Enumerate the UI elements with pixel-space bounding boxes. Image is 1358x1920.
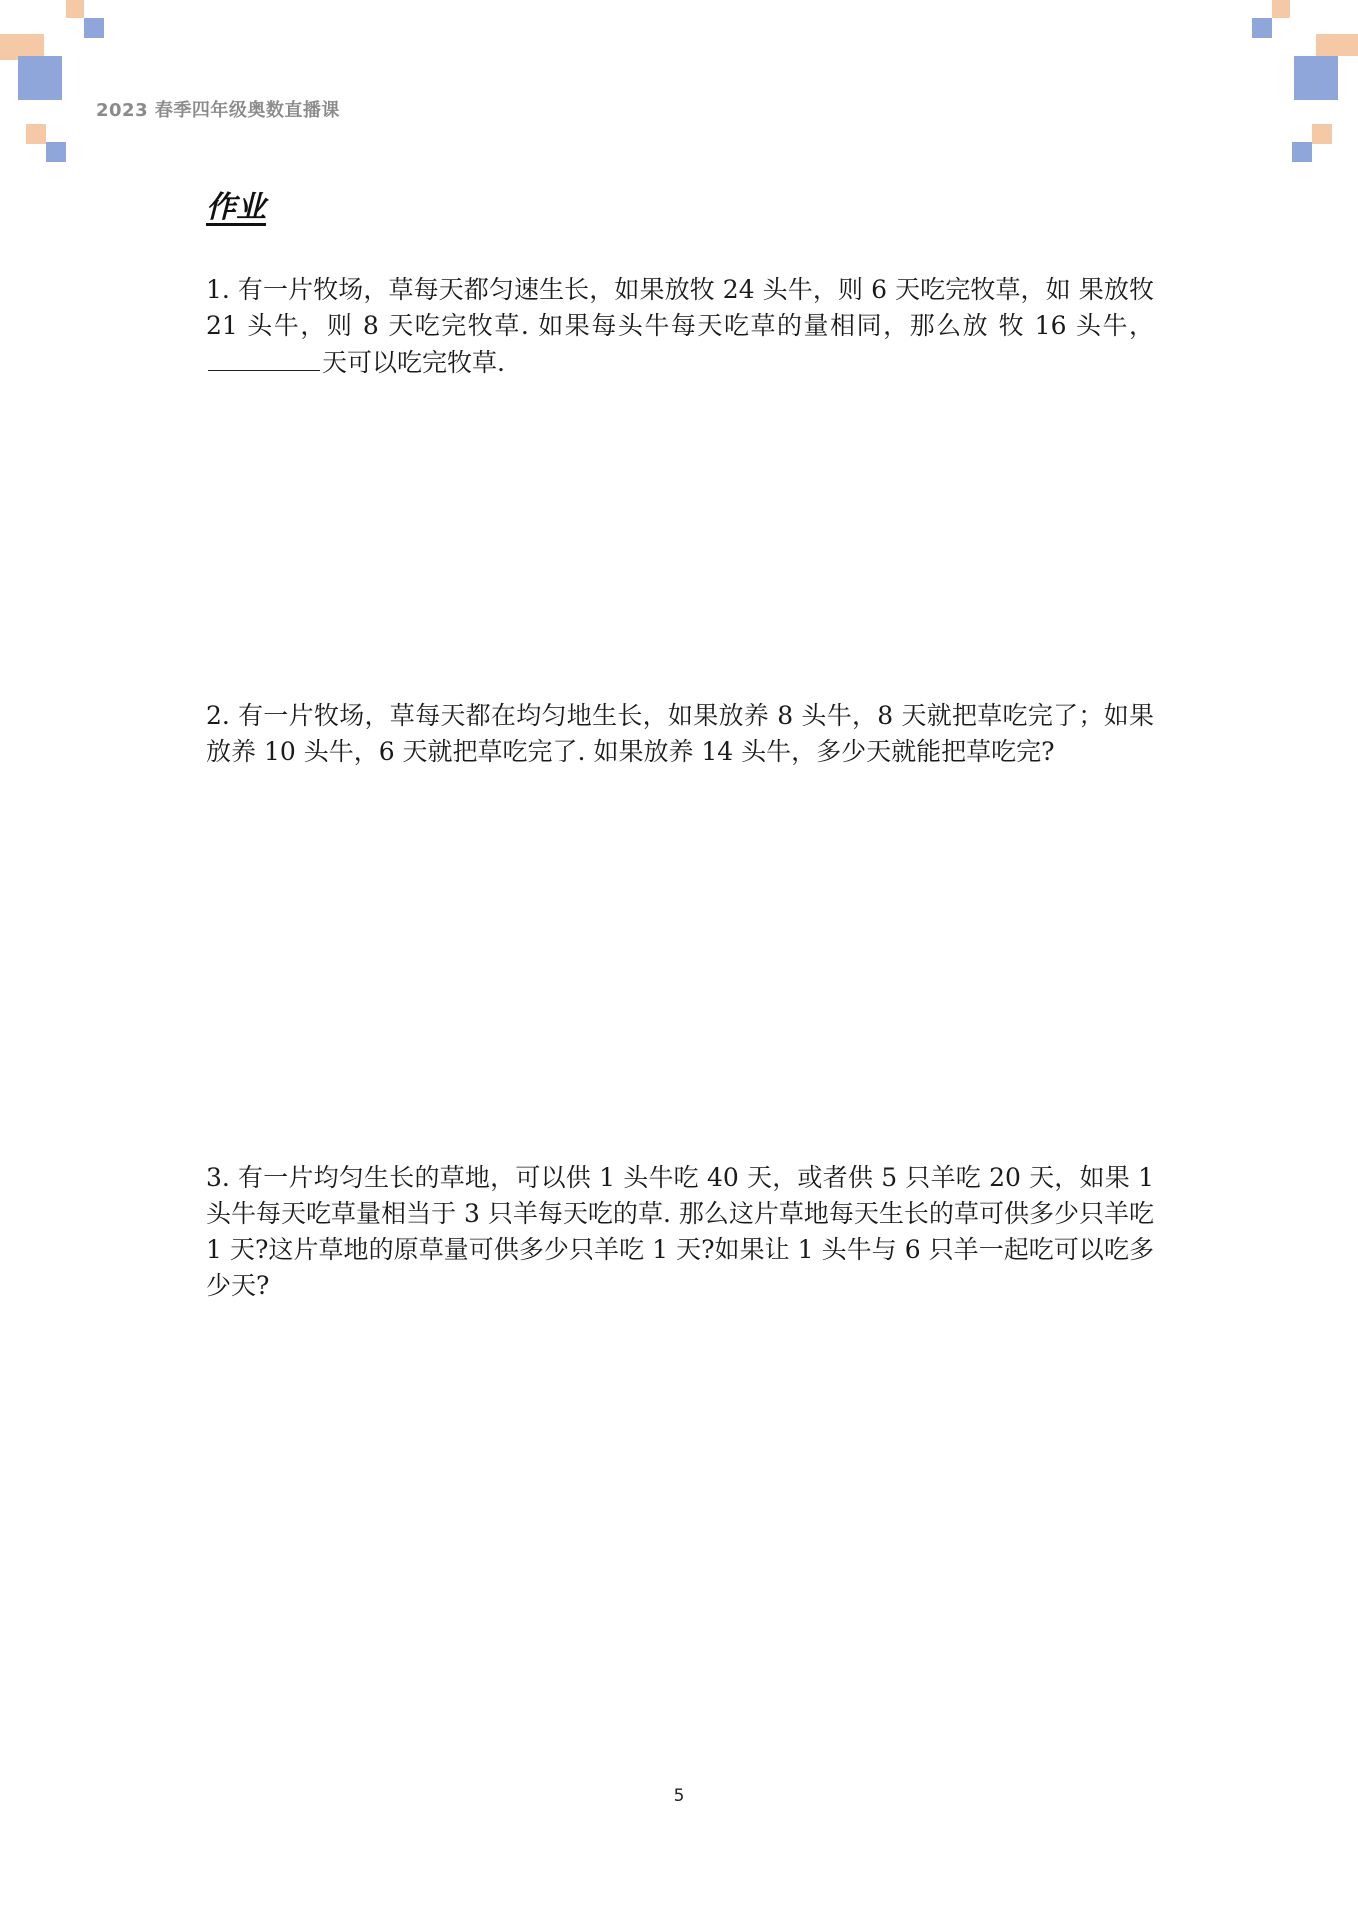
deco-square: [1252, 18, 1272, 38]
question-2-text: 2. 有一片牧场，草每天都在均匀地生长，如果放养 8 头牛，8 天就把草吃完了；如果放养 10 头牛，6 天就把草吃完了. 如果放养 14 头牛，多少天就能把草吃完?: [206, 701, 1154, 766]
deco-square: [18, 56, 62, 100]
question-1-text: 1. 有一片牧场，草每天都匀速生长，如果放牧 24 头牛，则 6 天吃完牧草，如 果放牧 21 头牛，则 8 天吃完牧草. 如果每头牛每天吃草的量相同，那么放 牧 16 头牛，: [206, 275, 1154, 340]
deco-square: [26, 124, 46, 144]
question-1-text-end: 天可以吃完牧草.: [322, 348, 505, 377]
deco-square: [1312, 124, 1332, 144]
deco-square: [84, 18, 104, 38]
deco-square: [66, 0, 84, 18]
answer-blank: [208, 344, 320, 371]
deco-square: [1292, 142, 1312, 162]
section-title: 作业: [206, 190, 266, 225]
header-title: 2023 春季四年级奥数直播课: [96, 100, 340, 121]
page-number: 5: [673, 1786, 685, 1806]
deco-square: [1316, 34, 1358, 56]
deco-square: [1272, 0, 1290, 18]
deco-square: [46, 142, 66, 162]
deco-square: [1294, 56, 1338, 100]
question-3-text: 3. 有一片均匀生长的草地，可以供 1 头牛吃 40 天，或者供 5 只羊吃 20 天，如果 1 头牛每天吃草量相当于 3 只羊每天吃的草. 那么这片草地每天生长的草可供多少只羊吃 1 天?这片草地的原草量可供多少只羊吃 1 天?如果让 1 头牛与 6 只羊一起吃可以吃多少天?: [206, 1163, 1154, 1300]
question-2: [206, 698, 1154, 770]
question-1: [206, 272, 1154, 381]
question-3: [206, 1160, 1154, 1304]
